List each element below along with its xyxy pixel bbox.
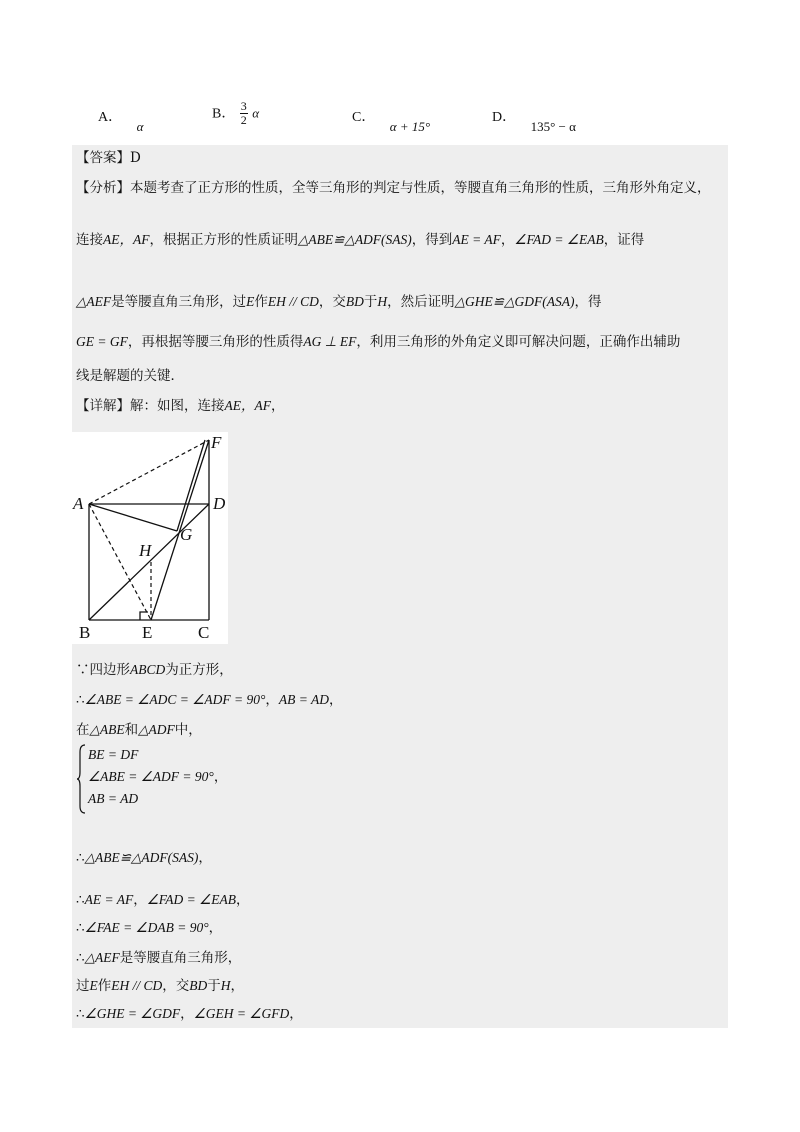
math: AG ⊥ EF <box>303 334 357 349</box>
option-b[interactable] <box>212 100 259 127</box>
text: ∴ <box>76 1006 85 1022</box>
option-a-label: A． <box>98 110 123 125</box>
option-a[interactable] <box>98 106 144 134</box>
math: EH // CD <box>267 294 319 309</box>
left-brace <box>76 744 86 814</box>
option-d[interactable] <box>492 106 576 134</box>
option-c-label: C． <box>352 110 376 125</box>
option-c-expr: α + 15° <box>389 119 431 134</box>
option-b-label: B． <box>212 106 236 122</box>
text: ，证得 <box>603 232 645 248</box>
segment-ag <box>89 504 177 531</box>
text: ，交 <box>162 978 190 994</box>
analysis-line-3 <box>76 292 601 312</box>
text: ， <box>208 920 223 936</box>
text: ， <box>328 692 343 708</box>
text: ，根据正方形的性质证明 <box>149 232 298 248</box>
math: ∠FAD = ∠EAB <box>146 892 237 907</box>
math: ∠GHE = ∠GDF <box>84 1006 181 1021</box>
proof-line-7 <box>76 948 241 968</box>
math: △ABE≌△ADF(SAS) <box>298 232 412 247</box>
text: ， <box>265 692 279 708</box>
text: ，然后证明 <box>387 294 455 310</box>
math: ∠ABE = ∠ADC = ∠ADF = 90° <box>84 692 266 707</box>
math: H <box>377 294 388 309</box>
proof-line-5 <box>76 890 250 910</box>
text: ，利用三角形的外角定义即可解决问题，正确作出辅助 <box>356 334 681 350</box>
text: ∴ <box>76 692 85 708</box>
math: EH // CD <box>111 978 163 993</box>
segment-gf <box>177 440 205 531</box>
math: △ADF <box>138 722 175 737</box>
text: ∴ <box>76 950 85 966</box>
label-d: D <box>213 494 226 513</box>
math: △AEF <box>84 950 120 965</box>
text: 为正方形， <box>165 662 233 678</box>
text: ，得 <box>574 294 602 310</box>
text: ， <box>500 232 515 248</box>
text: ， <box>198 850 212 866</box>
text: ∴ <box>76 850 85 866</box>
math: AE，AF <box>103 232 150 247</box>
proof-line-1 <box>76 660 233 680</box>
text: ，交 <box>318 294 346 310</box>
analysis-line-4 <box>76 332 680 352</box>
geometry-figure <box>72 432 228 644</box>
option-c[interactable] <box>352 106 431 134</box>
label-f: F <box>211 433 222 452</box>
right-angle-mark <box>140 612 148 620</box>
text: ， <box>236 892 250 908</box>
math: H <box>220 978 231 993</box>
answer-line: 【答案】D <box>76 150 141 166</box>
label-e: E <box>142 623 153 642</box>
label-c: C <box>198 623 210 642</box>
math: AE，AF <box>224 398 271 413</box>
math: AE = AF <box>452 232 501 247</box>
text: 是等腰直角三角形， <box>119 950 242 966</box>
math: AB = AD <box>278 692 329 707</box>
text: ，再根据等腰三角形的性质得 <box>127 334 304 350</box>
text: 作 <box>97 978 112 994</box>
diagonal-bd <box>89 504 209 620</box>
label-h: H <box>139 541 152 560</box>
analysis-line-1: 【分析】本题考查了正方形的性质，全等三角形的判定与性质，等腰直角三角形的性质，三角形外角定义， <box>76 180 711 196</box>
math: ∠FAE = ∠DAB = 90° <box>84 920 209 935</box>
text: 中， <box>174 722 202 738</box>
text: 过 <box>76 978 90 994</box>
text: ， <box>180 1006 194 1022</box>
text: ， <box>271 398 285 414</box>
system-lines <box>88 744 227 810</box>
label-a: A <box>73 494 84 513</box>
analysis-line-5: 线是解题的关键． <box>76 368 184 384</box>
text: ， <box>213 769 228 784</box>
math: △GHE≌△GDF(ASA) <box>454 294 575 309</box>
proof-line-4 <box>76 848 212 868</box>
fraction-denominator: 2 <box>240 113 247 127</box>
text: 在 <box>76 722 90 738</box>
option-a-expr: α <box>136 119 144 134</box>
square-diagram <box>72 432 228 644</box>
proof-line-8 <box>76 976 244 996</box>
proof-line-3 <box>76 720 202 740</box>
math: E <box>246 294 255 309</box>
text: ∵四边形 <box>76 662 130 678</box>
text: ，得到 <box>411 232 453 248</box>
system-eq-1: BE = DF <box>88 747 139 762</box>
text: 于 <box>207 978 221 994</box>
system-eq-2 <box>88 766 227 788</box>
system-eq-3: AB = AD <box>88 791 139 806</box>
analysis-line-2 <box>76 230 644 250</box>
math: ∠FAD = ∠EAB <box>514 232 604 247</box>
text: ∴ <box>76 920 85 936</box>
option-d-expr: 135° − α <box>530 119 576 134</box>
math: △ABE≌△ADF(SAS) <box>84 850 199 865</box>
proof-line-9 <box>76 1004 303 1024</box>
detail-heading <box>76 396 285 416</box>
label-g: G <box>180 525 193 544</box>
math: GE = GF <box>76 334 128 349</box>
text: ， <box>133 892 147 908</box>
text: 是等腰直角三角形，过 <box>111 294 247 310</box>
label-b: B <box>79 623 91 642</box>
fraction-numerator: 3 <box>240 99 247 113</box>
option-b-fraction <box>240 100 248 127</box>
text: ， <box>230 978 245 994</box>
text: 【详解】解：如图，连接 <box>76 398 225 414</box>
text: 和 <box>124 722 139 738</box>
math: AE = AF <box>84 892 134 907</box>
option-d-label: D． <box>492 110 517 125</box>
math: BD <box>189 978 208 993</box>
text: 连接 <box>76 232 103 248</box>
dashed-ae <box>89 504 151 620</box>
text: 作 <box>254 294 268 310</box>
math: BD <box>345 294 364 309</box>
text: 于 <box>363 294 378 310</box>
math: ∠GEH = ∠GFD <box>193 1006 290 1021</box>
proof-line-6 <box>76 918 222 938</box>
option-b-expr: α <box>252 105 260 121</box>
proof-line-2 <box>76 690 342 710</box>
text: ∴ <box>76 892 85 908</box>
math: E <box>89 978 98 993</box>
math: ∠ABE = ∠ADF = 90° <box>88 769 214 784</box>
math: △AEF <box>76 294 112 309</box>
math: △ABE <box>89 722 125 737</box>
math: ABCD <box>130 662 166 677</box>
text: ， <box>289 1006 303 1022</box>
